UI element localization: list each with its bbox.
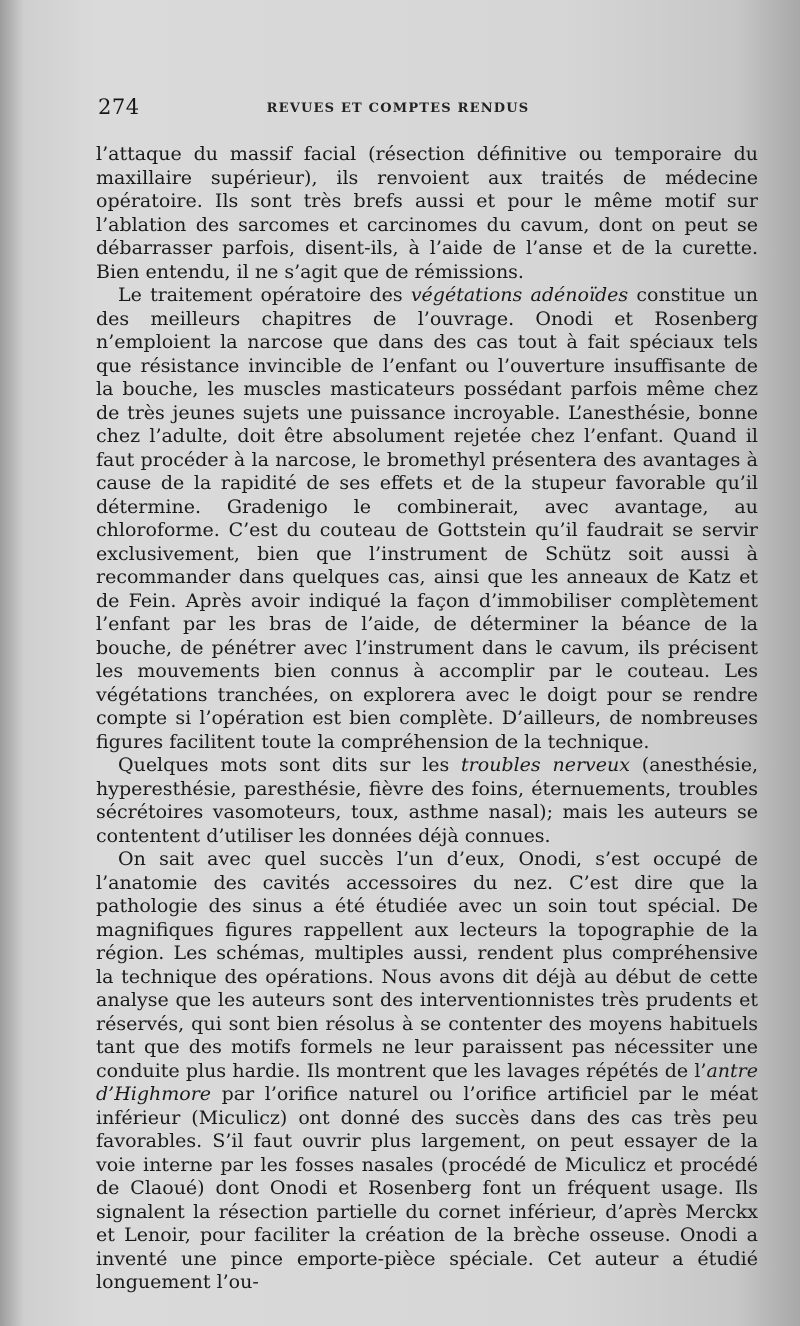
page-header <box>98 93 758 123</box>
running-head: REVUES ET COMPTES RENDUS <box>266 101 530 116</box>
paragraph-text: Quelques mots sont dits sur les <box>118 754 462 776</box>
body-text <box>96 143 758 1295</box>
paragraph-text: constitue un des meilleurs chapitres de l’ouvrage. Onodi et Rosenberg n’emploient la narcose que dans des cas tout à fait spéciaux tels que résistance invincible de l’enfant ou l’ouverture insuffisante de la bouche, les muscles masticateurs possédant parfois même chez de très jeunes sujets une puissance incroyable. L’anesthésie, bonne chez l’adulte, doit être absolument rejetée chez l’enfant. Quand il faut procéder à la narcose, le bromethyl présentera des avantages à cause de la rapidité de ses effets et de la stupeur favorable qu’il détermine. Gradenigo le combinerait, avec avantage, au chloroforme. C’est du couteau de Gottstein qu’il faudrait se servir exclusivement, bien que l’instrument de Schütz soit aussi à recommander dans quelques cas, ainsi que les anneaux de Katz et de Fein. Après avoir indiqué la façon d’immobiliser complètement l’enfant par les bras de l’aide, de déterminer la béance de la bouche, de pénétrer avec l’instrument dans le cavum, ils précisent les mouvements bien connus à accomplir par le couteau. Les végétations tranchées, on explorera avec le doigt pour se rendre compte si l’opération est bien complète. D’ailleurs, de nombreuses figures facilitent toute la compréhension de la technique. <box>96 284 758 753</box>
paragraph-text: par l’orifice naturel ou l’orifice artificiel par le méat inférieur (Miculicz) ont donné des succès dans des cas très peu favorables. S’il faut ouvrir plus largement, on peut essayer de la voie interne par les fosses nasales (procédé de Miculicz et procédé de Claoué) dont Onodi et Rosenberg font un fréquent usage. Ils signalent la résection partielle du cornet inférieur, d’après Merckx et Lenoir, pour faciliter la création de la brèche osseuse. Onodi a inventé une pince emporte-pièce spéciale. Cet auteur a étudié longuement l’ou- <box>96 1083 758 1293</box>
paragraph-troubles-nerveux <box>96 754 758 848</box>
paragraph-continuation <box>96 143 758 284</box>
italic-term: antre d’Highmore <box>96 1059 758 1105</box>
paragraph-adenoides <box>96 284 758 754</box>
paragraph-sinus <box>96 848 758 1295</box>
paragraph-text: l’attaque du massif facial (résection définitive ou temporaire du maxillaire supérieur), ils renvoient aux traités de médecine opératoire. Ils sont très brefs aussi et pour le même motif sur l’ablation des sarcomes et carcinomes du cavum, dont on peut se débarrasser parfois, disent-ils, à l’aide de l’anse et de la curette. Bien entendu, il ne s’agit que de rémissions. <box>96 143 758 283</box>
italic-term: troubles nerveux <box>461 754 630 776</box>
page-number: 274 <box>98 95 140 119</box>
paragraph-text: (anesthésie, hyperesthésie, paresthésie, fièvre des foins, éternuements, troubles sécrétoires vasomoteurs, toux, asthme nasal); mais les auteurs se contentent d’utiliser les données déjà connues. <box>96 754 758 847</box>
paragraph-text: On sait avec quel succès l’un d’eux, Onodi, s’est occupé de l’anatomie des cavités accessoires du nez. C’est dire que la pathologie des sinus a été étudiée avec un soin tout spécial. De magnifiques figures rappellent aux lecteurs la topographie de la région. Les schémas, multiples aussi, rendent plus compréhensive la technique des opérations. Nous avons dit déjà au début de cette analyse que les auteurs sont des interventionnistes très prudents et réservés, qui sont bien résolus à se contenter des moyens habituels tant que des motifs formels ne leur paraissent pas nécessiter une conduite plus hardie. Ils montrent que les lavages répétés de l’ <box>96 848 758 1082</box>
italic-term: végétations adénoïdes <box>410 284 629 306</box>
paragraph-text: Le traitement opératoire des <box>118 284 411 306</box>
